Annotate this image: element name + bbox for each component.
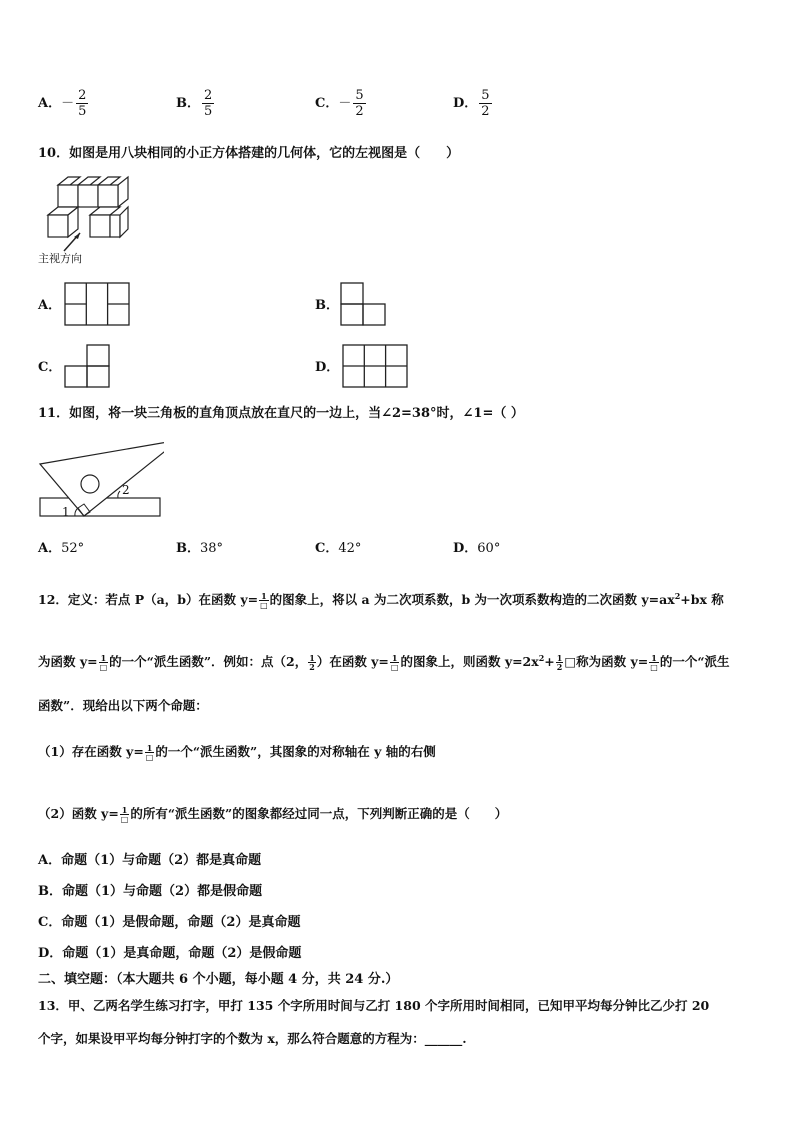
q9-option-a[interactable] bbox=[38, 89, 90, 118]
option-value: 38° bbox=[200, 541, 224, 556]
q10-option-c-view bbox=[64, 344, 112, 390]
q13-line1: 13．甲、乙两名学生练习打字，甲打 135 个字所用时间与乙打 180 个字所用时间相同，已知甲平均每分钟比乙少打 20 bbox=[38, 998, 710, 1013]
fraction: $\frac{1}{□}$ bbox=[145, 743, 154, 762]
angle2-label: 2 bbox=[122, 483, 130, 497]
q11-option-c[interactable] bbox=[315, 541, 361, 557]
text: 的所有“派生函数”的图象都经过同一点，下列判断正确的是（ ） bbox=[130, 806, 508, 821]
superscript: 2 bbox=[674, 591, 681, 601]
q10-option-b-view bbox=[340, 282, 388, 328]
q12-option-a[interactable]: A．命题（1）与命题（2）都是真命题 bbox=[38, 853, 262, 868]
option-label: C． bbox=[315, 96, 339, 111]
option-value: 52° bbox=[61, 541, 85, 556]
fraction: $\frac{1}{2}$ bbox=[556, 653, 563, 673]
q10-option-c-label[interactable]: C． bbox=[38, 360, 62, 375]
option-label: A． bbox=[38, 541, 62, 556]
option-value: 60° bbox=[477, 541, 501, 556]
text: 的一个“派生函数”，其图象的对称轴在 y 轴的右侧 bbox=[155, 744, 436, 759]
text: ）在函数 y= bbox=[316, 654, 389, 670]
option-value: 42° bbox=[338, 541, 362, 556]
q12-line3: 函数”．现给出以下两个命题： bbox=[38, 698, 208, 713]
triangle-ruler-figure bbox=[38, 436, 164, 522]
fraction: $\frac{1}{□}$ bbox=[650, 653, 658, 673]
q10-stem: 10．如图是用八块相同的小正方体搭建的几何体，它的左视图是（ ） bbox=[38, 146, 460, 161]
fraction: $\frac{5}{2}$ bbox=[481, 88, 490, 119]
text: 的图象上，则函数 y=2x bbox=[400, 654, 539, 670]
q11-stem: 11．如图，将一块三角板的直角顶点放在直尺的一边上，当∠2=38°时，∠1=（ ） bbox=[38, 406, 524, 421]
option-label: D． bbox=[453, 541, 478, 556]
option-label: A． bbox=[38, 96, 62, 111]
q9-option-c[interactable] bbox=[315, 89, 368, 118]
fraction: $\frac{2}{5}$ bbox=[78, 88, 87, 119]
text: 的一个“派生函数”．例如：点（2， bbox=[109, 654, 308, 670]
angle1-label: 1 bbox=[62, 505, 70, 519]
sign: － bbox=[61, 96, 75, 111]
q12-option-d[interactable]: D．命题（1）是真命题，命题（2）是假命题 bbox=[38, 946, 302, 961]
q10-option-a-view bbox=[64, 282, 132, 328]
option-label: D． bbox=[453, 96, 478, 111]
text: 称为函数 y= bbox=[576, 654, 649, 670]
section-heading: 二、填空题：（本大题共 6 个小题，每小题 4 分，共 24 分.） bbox=[38, 972, 399, 987]
option-label: B． bbox=[176, 541, 200, 556]
q12-line1 bbox=[38, 588, 724, 609]
fraction: $\frac{5}{2}$ bbox=[355, 88, 364, 119]
q10-option-d-label[interactable]: D． bbox=[315, 360, 340, 375]
fraction: $\frac{1}{□}$ bbox=[260, 591, 268, 611]
fraction: $\frac{1}{□}$ bbox=[390, 653, 399, 673]
text: 的一个“派生 bbox=[659, 654, 730, 670]
q12-line2: 为函数 y= $\frac{1}{□}$ 的一个“派生函数”．例如：点（2， $\frac{1}{2}$ ）在函数 y= $\frac{1}{□}$ 的图象上，则函数 $y=2x^2+$ $\frac{1}{2}$ □称为函数 y= $\frac{1}{□}$ 的一个“派生 bbox=[38, 653, 730, 673]
fraction: $\frac{1}{□}$ bbox=[99, 653, 108, 673]
text: （1）存在函数 y= bbox=[38, 744, 144, 759]
text: +bx 称 bbox=[680, 592, 724, 608]
option-label: C． bbox=[315, 541, 339, 556]
q12-prop1 bbox=[38, 744, 436, 761]
q9-option-d[interactable] bbox=[453, 89, 494, 118]
q10-option-b-label[interactable]: B． bbox=[315, 298, 339, 313]
text: 的图象上，将以 a 为二次项系数，b 为一次项系数构造的二次函数 y=ax bbox=[269, 592, 675, 608]
direction-label: 主视方向 bbox=[38, 252, 82, 265]
text: 12．定义：若点 P（a，b）在函数 y= bbox=[38, 592, 259, 608]
superscript: 2 bbox=[538, 653, 545, 663]
q13-line2: 个字，如果设甲平均每分钟打字的个数为 x，那么符合题意的方程为：______. bbox=[38, 1031, 467, 1046]
fraction: $\frac{1}{□}$ bbox=[120, 805, 129, 824]
q12-option-c[interactable]: C．命题（1）是假命题，命题（2）是真命题 bbox=[38, 915, 301, 930]
fraction: $\frac{1}{2}$ bbox=[309, 653, 315, 673]
text: （2）函数 y= bbox=[38, 806, 119, 821]
sign: － bbox=[338, 96, 352, 111]
q12-option-b[interactable]: B．命题（1）与命题（2）都是假命题 bbox=[38, 884, 263, 899]
q11-option-d[interactable] bbox=[453, 541, 500, 557]
q9-option-b[interactable] bbox=[176, 89, 216, 118]
q10-option-a-label[interactable]: A． bbox=[38, 298, 62, 313]
q11-option-b[interactable] bbox=[176, 541, 223, 557]
fraction: $\frac{2}{5}$ bbox=[204, 88, 213, 119]
text: + bbox=[544, 654, 555, 670]
text: 为函数 y= bbox=[38, 654, 98, 670]
q11-option-a[interactable] bbox=[38, 541, 84, 557]
option-label: B． bbox=[176, 96, 200, 111]
q12-prop2 bbox=[38, 806, 507, 823]
q10-option-d-view bbox=[342, 344, 410, 390]
